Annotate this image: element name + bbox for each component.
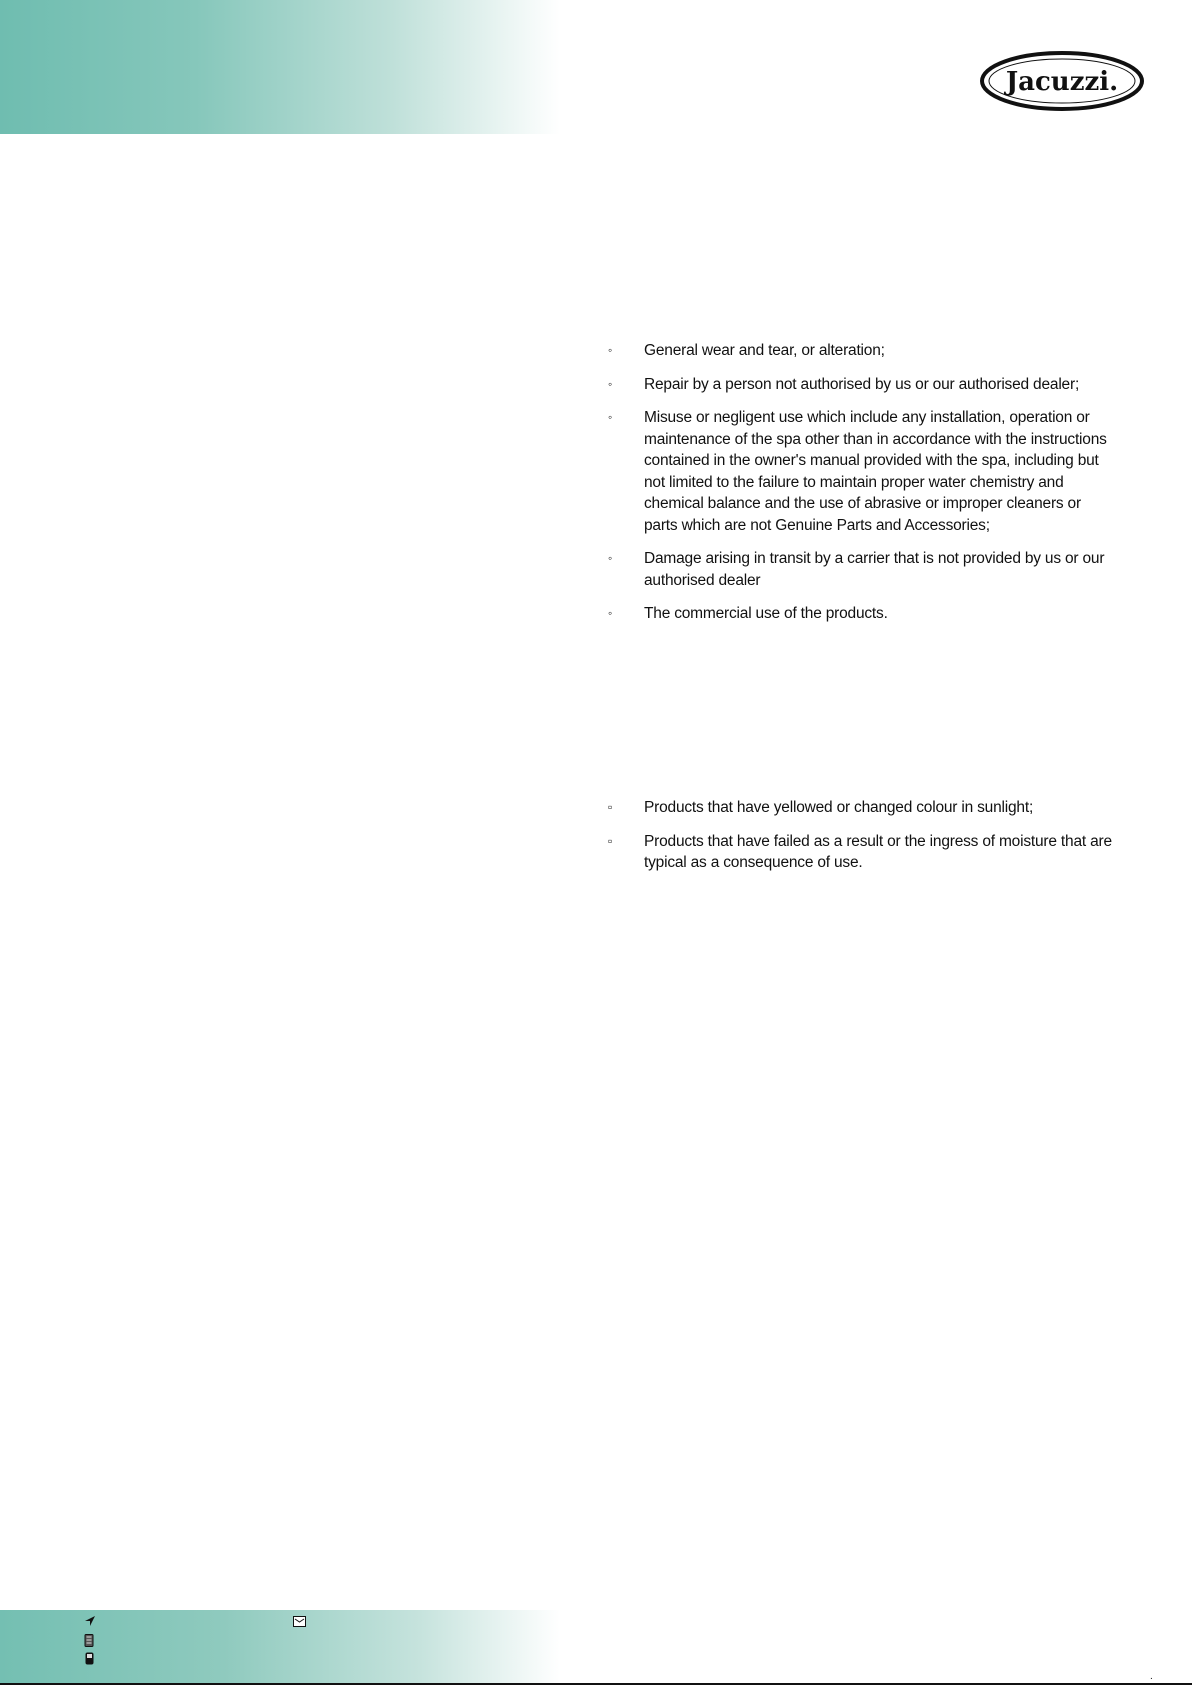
email-icon	[293, 1616, 306, 1627]
header-band	[0, 0, 560, 134]
list-item: ◦ Damage arising in transit by a carrier that is not provided by us or our authorised dealer	[608, 550, 1105, 589]
list-item: ▫ Products that have failed as a result or the ingress of moisture that are typical as a consequence of use.	[608, 832, 1112, 871]
product-exclusions-list	[608, 797, 1118, 886]
location-icon	[84, 1615, 96, 1627]
exclusions-list	[608, 340, 1118, 637]
list-item: ◦ General wear and tear, or alteration;	[608, 342, 885, 359]
mobile-icon	[85, 1652, 94, 1665]
phone-icon	[84, 1634, 94, 1647]
page-number: .	[1150, 1671, 1153, 1682]
jacuzzi-logo	[978, 50, 1146, 112]
svg-text:Jacuzzi.: Jacuzzi.	[1005, 67, 1119, 97]
list-item: ◦ Misuse or negligent use which include any installation, operation or maintenance of the spa other than in accordance with the instructions contained in the owner's manual provided with the spa, including but not limited to the failure to maintain proper water chemistry and chemical balance and the use of abrasive or improper cleaners or parts which are not Genuine Parts and Accessories;	[608, 409, 1107, 534]
list-item: ▫ Products that have yellowed or changed colour in sunlight;	[608, 799, 1034, 816]
list-item: ◦ Repair by a person not authorised by us or our authorised dealer;	[608, 375, 1080, 393]
list-item: ◦ The commercial use of the products.	[608, 605, 888, 622]
